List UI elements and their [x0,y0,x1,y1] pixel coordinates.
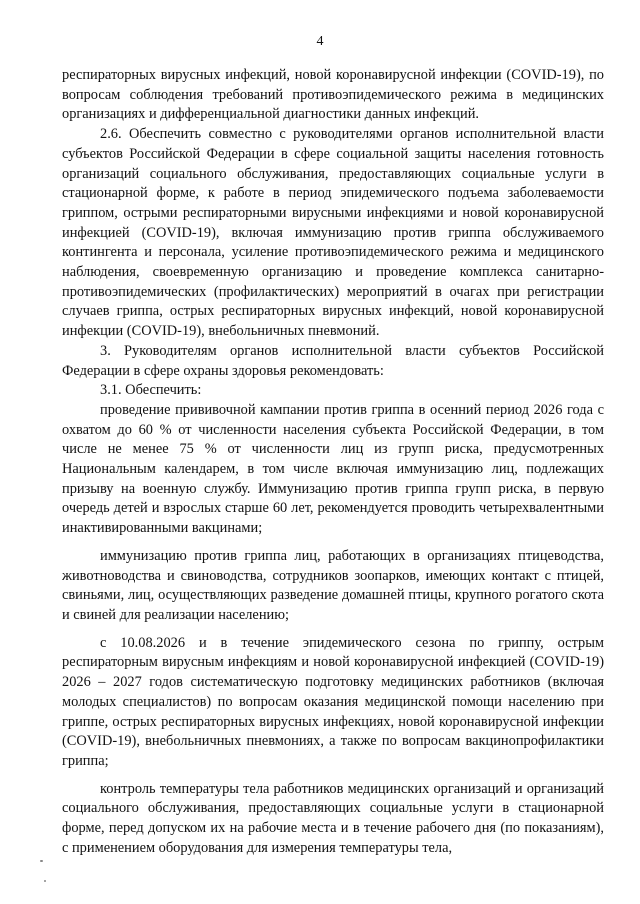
paragraph-2-6: 2.6. Обеспечить совместно с руководителями органов исполнительной власти субъектов Российской Федерации в сфере социальной защиты населения готовность организаций социального обслуживания, предоставляющих социальные услуги в стационарной форме, к работе в период эпидемического подъема заболеваемости гриппом, острыми респираторными вирусными инфекциями и новой коронавирусной инфекцией (COVID-19), включая иммунизацию против гриппа обслуживаемого контингента и персонала, усиление противоэпидемического режима и медицинского наблюдения, своевременную организацию и проведение комплекса санитарно-противоэпидемических (профилактических) мероприятий в очагах при регистрации случаев гриппа, острых респираторных вирусных инфекций, новой коронавирусной инфекции (COVID-19), внебольничных пневмоний. [62,126,604,340]
paragraph-continuation: респираторных вирусных инфекций, новой коронавирусной инфекции (COVID-19), по вопросам соблюдения требований противоэпидемического режима в медицинских организациях и дифференциальной диагностики данных инфекций. [62,67,604,123]
paragraph-temperature-control: контроль температуры тела работников медицинских организаций и организаций социального обслуживания, предоставляющих социальные услуги в стационарной форме, перед допуском их на рабочие места и в течение рабочего дня (по показаниям), с применением оборудования для измерения температуры тела, [62,780,604,856]
page-number: 4 [316,34,324,49]
paragraph-3-1: 3.1. Обеспечить: [100,382,202,399]
scan-speck [44,880,46,882]
paragraph-training: с 10.08.2026 и в течение эпидемического сезона по гриппу, острым респираторным вирусным инфекциям и новой коронавирусной инфекцией (COVID-19) 2026 – 2027 годов систематическую подготовку медицинских работников (включая молодых специалистов) по вопросам оказания медицинской помощи населению при гриппе, острых респираторных вирусных инфекциях, новой коронавирусной инфекции (COVID-19), внебольничных пневмониях, а также по вопросам вакцинопрофилактики гриппа; [62,634,604,769]
paragraph-vaccination-campaign: проведение прививочной кампании против гриппа в осенний период 2026 года с охватом до 60 % от численности населения субъекта Российской Федерации, в том числе не менее 75 % от численности лиц из групп риска, предусмотренных Национальным календарем, в том числе включая иммунизацию лиц, подлежащих призыву на военную службу. Иммунизацию против гриппа групп риска, в первую очередь детей и взрослых старше 60 лет, рекомендуется проводить четырехвалентными инактивированными вакцинами; [62,401,604,537]
scan-speck [40,860,43,862]
paragraph-immunization-workers: иммунизацию против гриппа лиц, работающих в организациях птицеводства, животноводства и свиноводства, сотрудников зоопарков, имеющих контакт с птицей, свиньями, лиц, осуществляющих разведение домашней птицы, крупного рогатого скота и свиней для реализации населению; [62,547,604,623]
paragraph-3: 3. Руководителям органов исполнительной власти субъектов Российской Федерации в сфере охраны здоровья рекомендовать: [62,342,604,379]
document-body [62,66,604,858]
